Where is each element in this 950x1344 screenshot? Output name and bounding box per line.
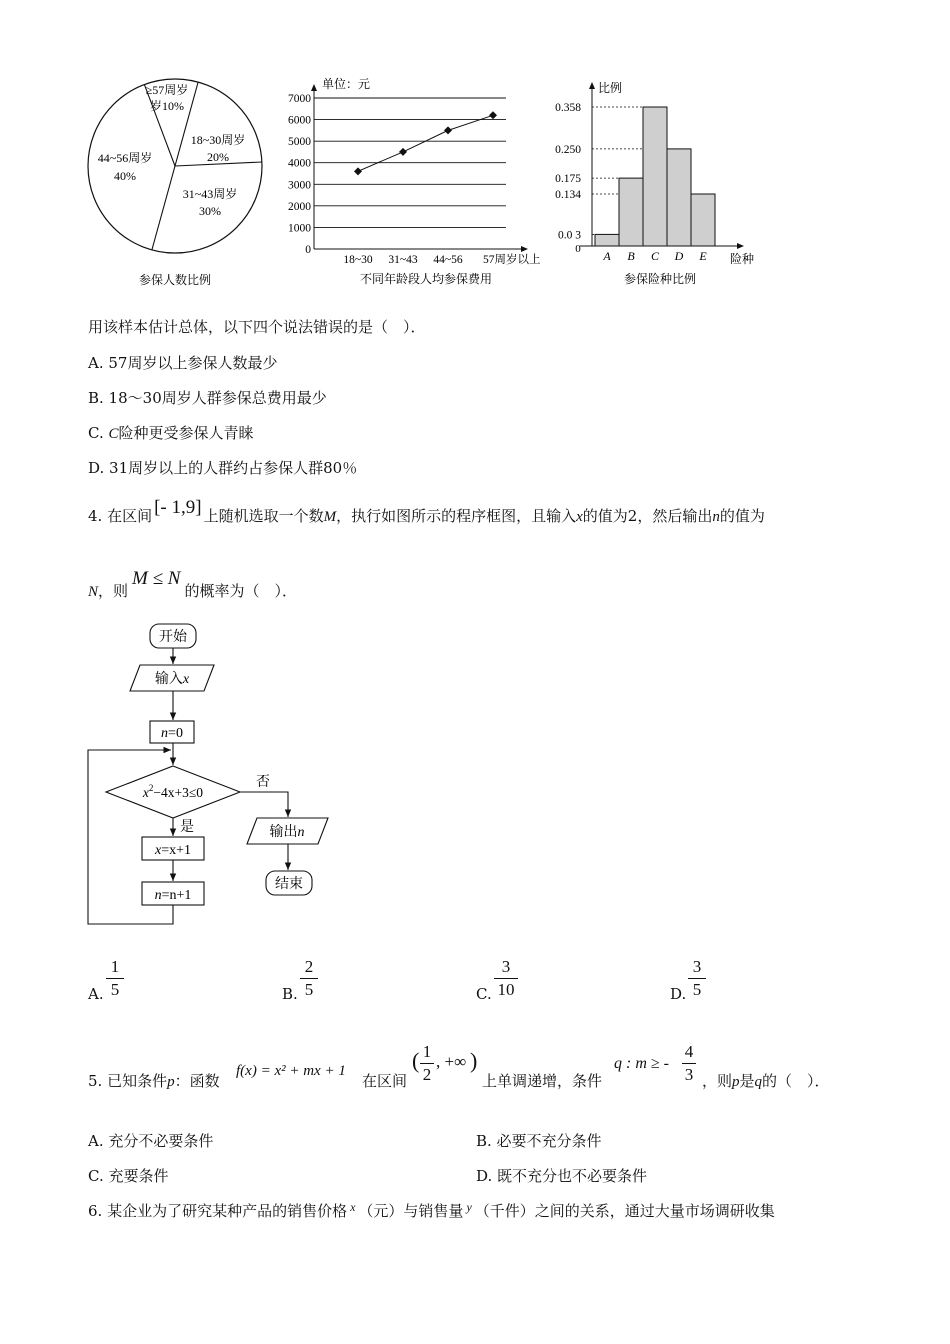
bar-x-label: 险种 (730, 252, 755, 266)
bar-x-tick: B (627, 249, 635, 263)
y-tick-label: 6000 (288, 114, 311, 127)
q5-q-condition: q : m ≥ - (614, 1055, 669, 1072)
bar-y-label: 比例 (598, 81, 623, 95)
pie-label-31-43: 31~43周岁 (182, 187, 238, 201)
q5-option-a: A. 充分不必要条件 (88, 1132, 214, 1150)
pie-chart (80, 78, 270, 288)
flow-init-text: n=0 (161, 726, 183, 741)
pie-label-44-56: 44~56周岁 (97, 151, 153, 165)
q4-condition: M ≤ N (132, 568, 181, 589)
y-tick-label: 1000 (288, 222, 311, 235)
bar-y-tick: 0.358 (555, 102, 581, 114)
data-point (444, 126, 452, 134)
bar-chart (540, 78, 755, 290)
q3-option-b: B. 18～30周岁人群参保总费用最少 (88, 389, 327, 407)
flow-end-text: 结束 (275, 876, 303, 892)
line-title: 不同年龄段人均参保费用 (359, 272, 493, 286)
pie-label-57: ≥57周岁 (145, 83, 189, 97)
q3-stem: 用该样本估计总体，以下四个说法错误的是（ ）． (88, 318, 426, 336)
pie-title: 参保人数比例 (138, 273, 212, 287)
data-point (489, 111, 497, 119)
x-axis-arrow (521, 246, 528, 252)
y-tick-label: 5000 (288, 136, 311, 149)
pie-value-18-30: 20% (207, 150, 229, 164)
bar-A (595, 234, 619, 246)
y-tick-label: 7000 (288, 93, 311, 105)
q3-option-a: A. 57周岁以上参保人数最少 (88, 354, 278, 372)
y-tick-label: 2000 (288, 200, 311, 213)
q5-text-b: 在区间 (362, 1072, 408, 1090)
q4-choice-c-frac: 3 10 (494, 957, 518, 1000)
y-tick-label: 3000 (288, 179, 311, 192)
q4-choice-d-frac: 3 5 (688, 957, 706, 1000)
flow-start-text: 开始 (159, 629, 187, 645)
q5-infinity: , +∞ (436, 1052, 467, 1071)
flow-yes-label: 是 (180, 819, 194, 835)
bar-C (643, 107, 667, 246)
data-point (399, 148, 407, 156)
pie-value-44-56: 40% (114, 169, 136, 183)
flow-step1-text: x=x+1 (154, 843, 192, 858)
bar-x-tick: D (674, 249, 684, 263)
pie-value-57: 岁10% (149, 99, 185, 113)
y-tick-label: 0 (305, 244, 311, 256)
bar-x-tick: A (603, 249, 611, 263)
flow-no-label: 否 (256, 774, 270, 790)
q4-stem-line2: N，则M ≤ N的概率为（ ）． (88, 568, 297, 600)
flow-output-text: 输出n (269, 824, 305, 840)
flow-condition-text: $x^2-4x+3\le 0$ (142, 783, 204, 800)
q5-open-paren: ( (412, 1048, 420, 1073)
bar-y-axis-arrow (589, 82, 595, 89)
q3-option-c: C. C险种更受参保人青睐 (88, 424, 254, 442)
bar-x-tick: C (650, 249, 660, 263)
q4-choice-c-label: C. (476, 985, 492, 1003)
q5-option-c: C. 充要条件 (88, 1167, 169, 1185)
y-axis-arrow (311, 84, 317, 91)
q3-option-d: D. 31周岁以上的人群约占参保人群80％ (88, 459, 358, 477)
q4-stem-line1: 4. 在区间 [- 1,9] 上随机选取一个数M，执行如图所示的程序框图，且输入x的值为2，然后输出n的值为 (88, 497, 765, 525)
y-tick-label: 4000 (288, 157, 311, 170)
bar-E (691, 194, 715, 246)
q5-option-b: B. 必要不充分条件 (476, 1132, 602, 1150)
pie-label-18-30: 18~30周岁 (190, 133, 246, 147)
bar-D (667, 149, 691, 246)
data-point (354, 167, 362, 175)
bar-origin: 0 (575, 243, 581, 255)
q4-interval: [- 1,9] (154, 497, 202, 518)
x-tick-label: 18~30 (343, 254, 373, 266)
flow-step2-text: n=n+1 (154, 888, 192, 903)
bar-y-tick: 0.0 3 (558, 229, 581, 242)
flowchart (80, 618, 340, 934)
bar-x-axis-arrow (737, 243, 744, 249)
bar-title: 参保险种比例 (623, 272, 697, 286)
q5-half-frac: 1 2 (420, 1042, 434, 1085)
pie-value-31-43: 30% (199, 204, 221, 218)
line-chart (278, 76, 558, 290)
bar-y-tick: 0.175 (555, 173, 581, 186)
x-tick-label: 44~56 (433, 254, 463, 266)
flow-arrow-no (240, 792, 288, 817)
q5-option-d: D. 既不充分也不必要条件 (476, 1167, 648, 1185)
q4-choice-a-label: A. (88, 985, 104, 1003)
q6-text: 6. 某企业为了研究某种产品的销售价格 $^x$ （元）与销售量 $^y$ （千件）之间的关系，通过大量市场调研收集 (88, 1200, 775, 1220)
bar-y-tick: 0.134 (555, 189, 581, 201)
q4-choice-a-frac: 1 5 (106, 957, 124, 1000)
q4-choice-d-label: D. (670, 985, 687, 1003)
pie-divider-3 (152, 166, 175, 250)
q5-q-frac: 4 3 (682, 1042, 696, 1085)
bar-y-tick: 0.250 (555, 143, 581, 156)
q5-text-d: ，则p是q的（ ）． (702, 1072, 830, 1090)
q4-choice-b-label: B. (282, 985, 298, 1003)
bar-x-tick: E (699, 249, 707, 263)
x-tick-label: 57周岁以上 (483, 254, 541, 266)
flow-input-text: 输入x (154, 671, 190, 687)
y-axis-label: 单位：元 (322, 77, 371, 91)
q5-close-paren: ) (470, 1048, 478, 1073)
q5-text-a: 5. 已知条件p：函数 (88, 1072, 220, 1090)
q4-choice-b-frac: 2 5 (300, 957, 318, 1000)
q5-function: f(x) = x² + mx + 1 (236, 1063, 346, 1079)
bar-B (619, 178, 643, 246)
x-tick-label: 31~43 (388, 254, 418, 266)
q5-text-c: 上单调递增，条件 (482, 1072, 603, 1090)
